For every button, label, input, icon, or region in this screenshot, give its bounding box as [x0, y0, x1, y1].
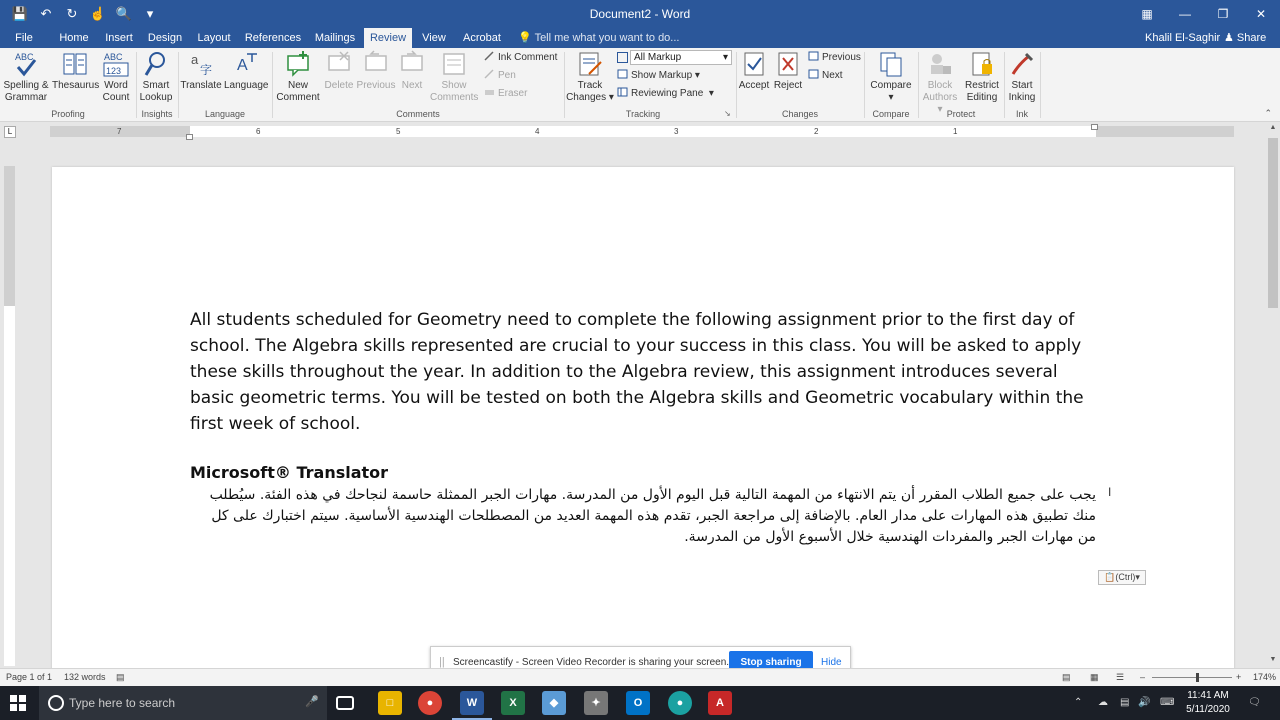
group-label-tracking: Tracking: [625, 109, 661, 119]
save-icon[interactable]: 💾: [11, 6, 29, 21]
ruler-number: 5: [396, 127, 401, 136]
word-count[interactable]: 132 words: [64, 672, 106, 682]
compare-label: Compare: [870, 80, 912, 91]
next-change-icon: [808, 69, 819, 79]
group-label-comments: Comments: [396, 109, 440, 119]
share-button[interactable]: [1224, 28, 1266, 48]
smart-lookup-label: Smart: [142, 80, 170, 91]
ruler-number: 7: [117, 127, 122, 136]
zoom-slider[interactable]: [1152, 677, 1232, 678]
smart-lookup-label-2: Lookup: [139, 92, 173, 103]
word-icon[interactable]: W: [460, 691, 484, 715]
paste-options-button[interactable]: 📋(Ctrl)▾: [1098, 570, 1146, 585]
read-mode-icon[interactable]: ▤: [1062, 672, 1071, 682]
block-authors-icon: [927, 50, 953, 78]
outlook-icon[interactable]: O: [626, 691, 650, 715]
authors-label: Authors: [922, 92, 958, 103]
next-comment-icon: [399, 50, 425, 78]
next-label: Next: [401, 80, 423, 91]
markup-value: All Markup: [634, 52, 682, 63]
group-label-changes: Changes: [781, 109, 819, 119]
zoom-level[interactable]: 174%: [1253, 672, 1277, 682]
status-bar: [0, 668, 1280, 686]
pen-icon: [484, 69, 495, 79]
print-layout-icon[interactable]: ▦: [1090, 672, 1099, 682]
clock-time: 11:41 AM: [1187, 690, 1229, 701]
group-label-proofing: Proofing: [51, 109, 85, 119]
reviewing-pane-icon: [617, 87, 628, 97]
word-count-button[interactable]: [100, 50, 132, 104]
lightbulb-icon: 💡: [518, 32, 535, 44]
window-title: Document2 - Word: [589, 7, 691, 21]
scroll-down-icon[interactable]: ▼: [1269, 656, 1277, 663]
show-comments-icon: [441, 50, 467, 78]
group-label-protect: Protect: [946, 109, 976, 119]
ruler-number: 3: [674, 127, 679, 136]
snipping-icon[interactable]: ✦: [584, 691, 608, 715]
changes-label: Changes: [566, 92, 607, 103]
delete-comment-icon: [326, 50, 352, 78]
inking-label: Inking: [1008, 92, 1036, 103]
previous-label: Previous: [356, 80, 396, 91]
tab-selector-icon[interactable]: L: [4, 126, 16, 138]
next-change-button[interactable]: [808, 69, 843, 83]
group-label-ink: Ink: [1015, 109, 1028, 119]
tell-me-box[interactable]: [518, 28, 679, 48]
page-count[interactable]: Page 1 of 1: [6, 672, 53, 682]
ribbon-tabs: [0, 28, 1280, 48]
restrict-editing-icon: [969, 50, 995, 78]
group-label-compare: Compare: [872, 109, 910, 119]
accept-button[interactable]: [738, 50, 770, 92]
markup-icon: [617, 52, 628, 63]
compare-button[interactable]: Compare ▾: [866, 50, 916, 104]
restrict-label: Restrict: [965, 80, 999, 91]
ruler-number: 6: [256, 127, 261, 136]
tell-me-text: Tell me what you want to do...: [534, 32, 680, 44]
new-comment-label-2: Comment: [276, 92, 320, 103]
ruler-number: 4: [535, 127, 540, 136]
show-hidden-icons-icon[interactable]: ⌃: [1074, 697, 1083, 708]
tab-design[interactable]: Design: [147, 32, 183, 44]
onedrive-icon[interactable]: ☁: [1098, 697, 1108, 708]
translate-button[interactable]: [180, 50, 222, 92]
reject-button[interactable]: [772, 50, 804, 92]
volume-icon[interactable]: 🔊: [1138, 697, 1151, 708]
restrict-editing-button[interactable]: [962, 50, 1002, 104]
hide-button[interactable]: Hide: [821, 657, 842, 668]
new-comment-button[interactable]: [274, 50, 322, 104]
translator-heading[interactable]: Microsoft® Translator: [190, 463, 389, 482]
pen-label: Pen: [498, 70, 516, 81]
svg-text:123: 123: [106, 66, 122, 76]
tab-home[interactable]: Home: [59, 32, 89, 44]
word-count-icon: [103, 50, 129, 78]
scroll-up-icon[interactable]: ▲: [1269, 124, 1277, 131]
task-view-icon[interactable]: [336, 696, 354, 710]
windows-start-icon[interactable]: [10, 695, 26, 711]
body-paragraph[interactable]: All students scheduled for Geometry need to complete the following assignment prior to the first day of school. The Algebra skills represented are crucial to your success in this class. You will be asked to apply these skills throughout the year. In addition to the Algebra review, this assignment introduces several basic geometric terms. You will be tested on both the Algebra skills and Geometric vocabulary within the first week of school.: [190, 310, 1084, 434]
previous-change-icon: [808, 51, 819, 61]
translate-label: Translate: [180, 80, 222, 91]
clipboard-icon: 📋: [1104, 572, 1116, 582]
svg-text:ABC: ABC: [104, 52, 123, 62]
network-icon[interactable]: ▤: [1120, 697, 1130, 708]
next-change-label: Next: [822, 70, 843, 81]
group-label-language: Language: [204, 109, 246, 119]
maximize-icon[interactable]: ❐: [1217, 7, 1229, 21]
collapse-ribbon-icon[interactable]: ⌃: [1264, 108, 1272, 118]
customize-qat-icon[interactable]: ▾: [146, 6, 154, 21]
previous-change-button[interactable]: [808, 51, 861, 65]
spelling-label: Spelling &: [3, 80, 49, 91]
proofing-status-icon[interactable]: ▤: [116, 672, 125, 682]
spelling-check-icon: [13, 50, 39, 78]
start-label: Start: [1011, 80, 1033, 91]
ribbon: [0, 48, 1280, 122]
thesaurus-button[interactable]: [52, 50, 98, 92]
reject-icon: [775, 50, 801, 78]
share-label: Share: [1236, 32, 1267, 44]
arabic-paragraph[interactable]: يجب على جميع الطلاب المقرر أن يتم الانتهاء من المهمة التالية قبل اليوم الأول من المدرسة. مهارات الجبر الممثلة حاسمة لنجاحك في هذه الفئة. سيُطلب منك تطبيق هذه المهارات على مدار العام. بالإضافة إلى مراجعة الجبر، تقدم هذه المهمة العديد من المصطلحات الهندسية الأساسية. سيتم اختبارك على كل من مهارات الجبر والمفردات الهندسية خلال الأسبوع الأول من المدرسة.: [209, 487, 1096, 545]
app-icon[interactable]: ◆: [542, 691, 566, 715]
block-label: Block: [927, 80, 953, 91]
smart-lookup-icon: [143, 50, 169, 78]
eraser-button[interactable]: [484, 87, 527, 101]
accept-icon: [741, 50, 767, 78]
group-label-insights: Insights: [141, 109, 173, 119]
tab-insert[interactable]: Insert: [105, 32, 133, 44]
delete-comment-button[interactable]: [322, 50, 356, 92]
document-page[interactable]: [52, 167, 1234, 671]
zoom-slider-thumb[interactable]: [1196, 673, 1199, 682]
new-comment-label: New: [287, 80, 308, 91]
zoom-in-icon[interactable]: +: [1236, 672, 1242, 682]
display-for-review-dropdown[interactable]: [630, 50, 732, 65]
ink-comment-icon: [484, 51, 495, 61]
microphone-icon[interactable]: 🎤: [305, 696, 319, 708]
tab-file[interactable]: File: [15, 32, 33, 44]
tab-review[interactable]: Review: [364, 28, 412, 48]
group-separator: [1040, 52, 1041, 118]
touch-mode-icon[interactable]: ☝: [89, 6, 107, 21]
zoom-out-icon[interactable]: –: [1140, 672, 1146, 682]
action-center-icon[interactable]: 🗨: [1248, 697, 1261, 708]
svg-text:A: A: [237, 57, 248, 74]
word-count-label-2: Count: [102, 92, 130, 103]
svg-text:ABC: ABC: [15, 52, 34, 62]
language-icon: [233, 50, 259, 78]
track-changes-icon: [577, 50, 603, 78]
user-name[interactable]: Khalil El-Saghir: [1145, 32, 1221, 44]
svg-text:字: 字: [200, 63, 213, 77]
taskbar: [0, 686, 1280, 720]
track-label: Track: [577, 80, 603, 91]
language-button[interactable]: [224, 50, 268, 92]
cortana-icon: [48, 695, 64, 711]
editing-label: Editing: [966, 92, 998, 103]
print-preview-icon[interactable]: 🔍: [115, 6, 133, 21]
drag-handle-icon[interactable]: ||: [439, 656, 445, 668]
ruler-track: [50, 126, 1234, 137]
web-layout-icon[interactable]: ☰: [1116, 672, 1125, 682]
search-placeholder: Type here to search: [69, 696, 176, 710]
taskbar-search-box[interactable]: [39, 686, 327, 720]
previous-change-label: Previous: [822, 52, 861, 63]
window-controls: [1128, 0, 1280, 28]
minimize-icon[interactable]: —: [1179, 7, 1191, 21]
thesaurus-label: Thesaurus: [52, 80, 100, 91]
horizontal-ruler[interactable]: [0, 122, 1280, 142]
tab-references[interactable]: References: [244, 32, 302, 44]
chrome-icon[interactable]: ●: [418, 691, 442, 715]
compare-icon: [878, 50, 904, 78]
previous-comment-icon: [363, 50, 389, 78]
track-changes-button[interactable]: Track Changes ▾: [566, 50, 614, 104]
previous-comment-button[interactable]: [356, 50, 396, 92]
ink-comment-label: Ink Comment: [498, 52, 558, 63]
tab-mailings[interactable]: Mailings: [314, 32, 356, 44]
ruler-number: 1: [953, 127, 958, 136]
dropdown-arrow-icon: ▾: [722, 52, 728, 63]
start-inking-icon: [1009, 50, 1035, 78]
show-markup-label: Show Markup: [631, 70, 693, 81]
excel-icon[interactable]: X: [501, 691, 525, 715]
person-icon: ♟: [1224, 32, 1237, 44]
delete-label: Delete: [324, 80, 354, 91]
ink-comment-button[interactable]: [484, 51, 557, 65]
spelling-grammar-button[interactable]: [3, 50, 49, 104]
accept-label: Accept: [738, 80, 770, 91]
title-bar: [0, 0, 1280, 28]
tab-view[interactable]: View: [422, 32, 446, 44]
pen-button[interactable]: [484, 69, 516, 83]
start-inking-button[interactable]: [1004, 50, 1040, 104]
new-comment-icon: [285, 50, 311, 78]
vertical-ruler-margin: [4, 166, 15, 306]
block-authors-button[interactable]: Block Authors ▾: [920, 50, 960, 116]
reviewing-pane-button[interactable]: Reviewing Pane ▾: [617, 87, 714, 101]
word-count-label: Word: [104, 80, 128, 91]
dialog-launcher-icon[interactable]: ↘: [724, 109, 731, 118]
scrollbar-thumb[interactable]: [1268, 138, 1278, 308]
translate-icon: [188, 50, 214, 78]
show-comments-label-2: Comments: [430, 92, 479, 103]
text-cursor-icon: I: [1108, 485, 1112, 499]
reject-label: Reject: [773, 80, 803, 91]
paste-options-label: (Ctrl): [1115, 572, 1136, 582]
right-indent-marker[interactable]: [1091, 124, 1098, 130]
reviewing-pane-label: Reviewing Pane: [631, 88, 704, 99]
ruler-number: 2: [814, 127, 819, 136]
vertical-scrollbar[interactable]: [1266, 122, 1280, 668]
ribbon-display-options-icon[interactable]: ▦: [1141, 7, 1153, 21]
smart-lookup-button[interactable]: [138, 50, 174, 104]
undo-icon[interactable]: ↶: [40, 6, 52, 21]
system-clock[interactable]: [1180, 689, 1236, 717]
next-comment-button[interactable]: [396, 50, 428, 92]
thesaurus-book-icon: [62, 50, 88, 78]
eraser-label: Eraser: [498, 88, 528, 99]
clock-date: 5/11/2020: [1186, 704, 1230, 715]
keyboard-icon[interactable]: ⌨: [1160, 697, 1175, 708]
app-circle-icon[interactable]: ●: [668, 691, 692, 715]
tab-layout[interactable]: Layout: [197, 32, 231, 44]
sharing-message: Screencastify - Screen Video Recorder is sharing your screen.: [453, 657, 730, 668]
tab-acrobat[interactable]: Acrobat: [463, 32, 501, 44]
vertical-ruler[interactable]: [4, 166, 15, 666]
show-comments-button[interactable]: [430, 50, 478, 104]
close-icon[interactable]: ✕: [1255, 7, 1267, 21]
stop-sharing-button[interactable]: Stop sharing: [729, 651, 813, 675]
show-markup-button[interactable]: Show Markup ▾: [617, 69, 700, 83]
file-explorer-icon[interactable]: □: [378, 691, 402, 715]
eraser-icon: [484, 87, 495, 97]
show-label: Show: [441, 80, 467, 91]
language-label: Language: [224, 80, 269, 91]
indent-marker[interactable]: [186, 134, 193, 140]
show-markup-icon: [617, 69, 628, 79]
grammar-label: Grammar: [4, 92, 48, 103]
ruler-text-area: [190, 126, 1096, 137]
acrobat-icon[interactable]: A: [708, 691, 732, 715]
svg-text:a: a: [191, 52, 199, 67]
redo-icon[interactable]: ↻: [66, 6, 78, 21]
